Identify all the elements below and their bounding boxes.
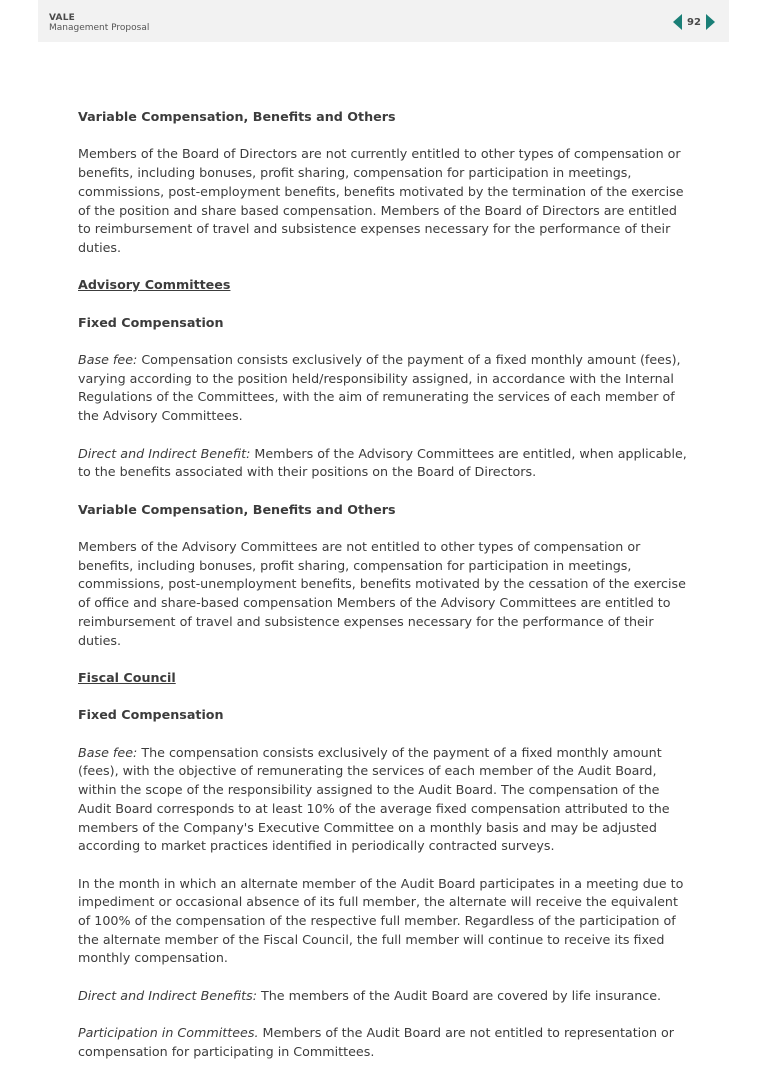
paragraph-advisory-variable-compensation: Members of the Advisory Committees are not entitled to other types of compensation or benefits, including bonuses, profit sharing, compensation for participation in meetings, commissions, post-unemployment benefits, benefits motivated by the cessation of the exercise of office and share-based compensation Members of the Advisory Committees are entitled to reimbursement of travel and subsistence expenses necessary for the performance of their duties.	[78, 539, 686, 648]
label-direct-indirect-benefits: Direct and Indirect Benefits:	[78, 987, 257, 1003]
section-title-fiscal-council: Fiscal Council	[78, 669, 176, 685]
text-participation-committees: Members of the Audit Board are not entitled to representation or compensation for participating in Committees.	[78, 1025, 675, 1059]
document-body	[78, 108, 690, 1080]
paragraph-alternate-member: In the month in which an alternate member of the Audit Board participates in a meeting due to impediment or occasional absence of its full member, the alternate will receive the equivalent of 100% of the compensation of the respective full member. Regardless of the participation of the alternate member of the Fiscal Council, the full member will continue to receive its fixed monthly compensation.	[78, 875, 684, 966]
paragraph-board-variable-compensation: Members of the Board of Directors are not currently entitled to other types of compensation or benefits, including bonuses, profit sharing, compensation for participation in meetings, commissions, post-employment benefits, benefits motivated by the termination of the exercise of the position and share based compensation. Members of the Board of Directors are entitled to reimbursement of travel and subsistence expenses necessary for the performance of their duties.	[78, 146, 684, 255]
brand-name: VALE	[49, 13, 76, 23]
paragraph-participation-committees	[78, 1024, 690, 1061]
next-page-icon[interactable]	[706, 14, 715, 30]
paragraph-advisory-base-fee	[78, 351, 690, 426]
section-title-advisory-committees: Advisory Committees	[78, 277, 231, 293]
page-header	[38, 0, 729, 42]
text-advisory-benefit: Members of the Advisory Committees are entitled, when applicable, to the benefits associated with their positions on the Board of Directors.	[78, 445, 687, 480]
document-title: Management Proposal	[49, 23, 150, 33]
heading-fixed-compensation-fiscal: Fixed Compensation	[78, 707, 224, 723]
previous-page-icon[interactable]	[673, 14, 682, 30]
text-fiscal-benefits: The members of the Audit Board are covered by life insurance.	[256, 987, 662, 1003]
heading-variable-compensation-advisory: Variable Compensation, Benefits and Others	[78, 501, 396, 517]
label-direct-indirect-benefit: Direct and Indirect Benefit:	[78, 445, 251, 461]
label-base-fee: Base fee:	[78, 352, 138, 368]
heading-fixed-compensation-advisory: Fixed Compensation	[78, 314, 224, 330]
paragraph-advisory-benefit	[78, 445, 690, 482]
page-number: 92	[687, 16, 701, 28]
label-base-fee-fiscal: Base fee:	[78, 744, 138, 760]
paragraph-fiscal-base-fee	[78, 744, 690, 856]
heading-variable-compensation-board: Variable Compensation, Benefits and Others	[78, 109, 396, 124]
label-participation-committees: Participation in Committees.	[78, 1025, 259, 1041]
paragraph-fiscal-benefits	[78, 987, 690, 1006]
text-advisory-base-fee: Compensation consists exclusively of the payment of a fixed monthly amount (fees), varying according to the position held/responsibility assigned, in accordance with the Internal Regulations of the Committees, with the aim of remunerating the services of each member of the Advisory Committees.	[78, 352, 681, 424]
text-fiscal-base-fee: The compensation consists exclusively of the payment of a fixed monthly amount (fees), with the objective of remunerating the services of each member of the Audit Board, within the scope of the responsibility assigned to the Audit Board. The compensation of the Audit Board corresponds to at least 10% of the average fixed compensation attributed to the members of the Company's Executive Committee on a monthly basis and may be adjusted according to market practices identified in periodically contracted surveys.	[78, 744, 670, 854]
page-navigator	[673, 14, 715, 30]
